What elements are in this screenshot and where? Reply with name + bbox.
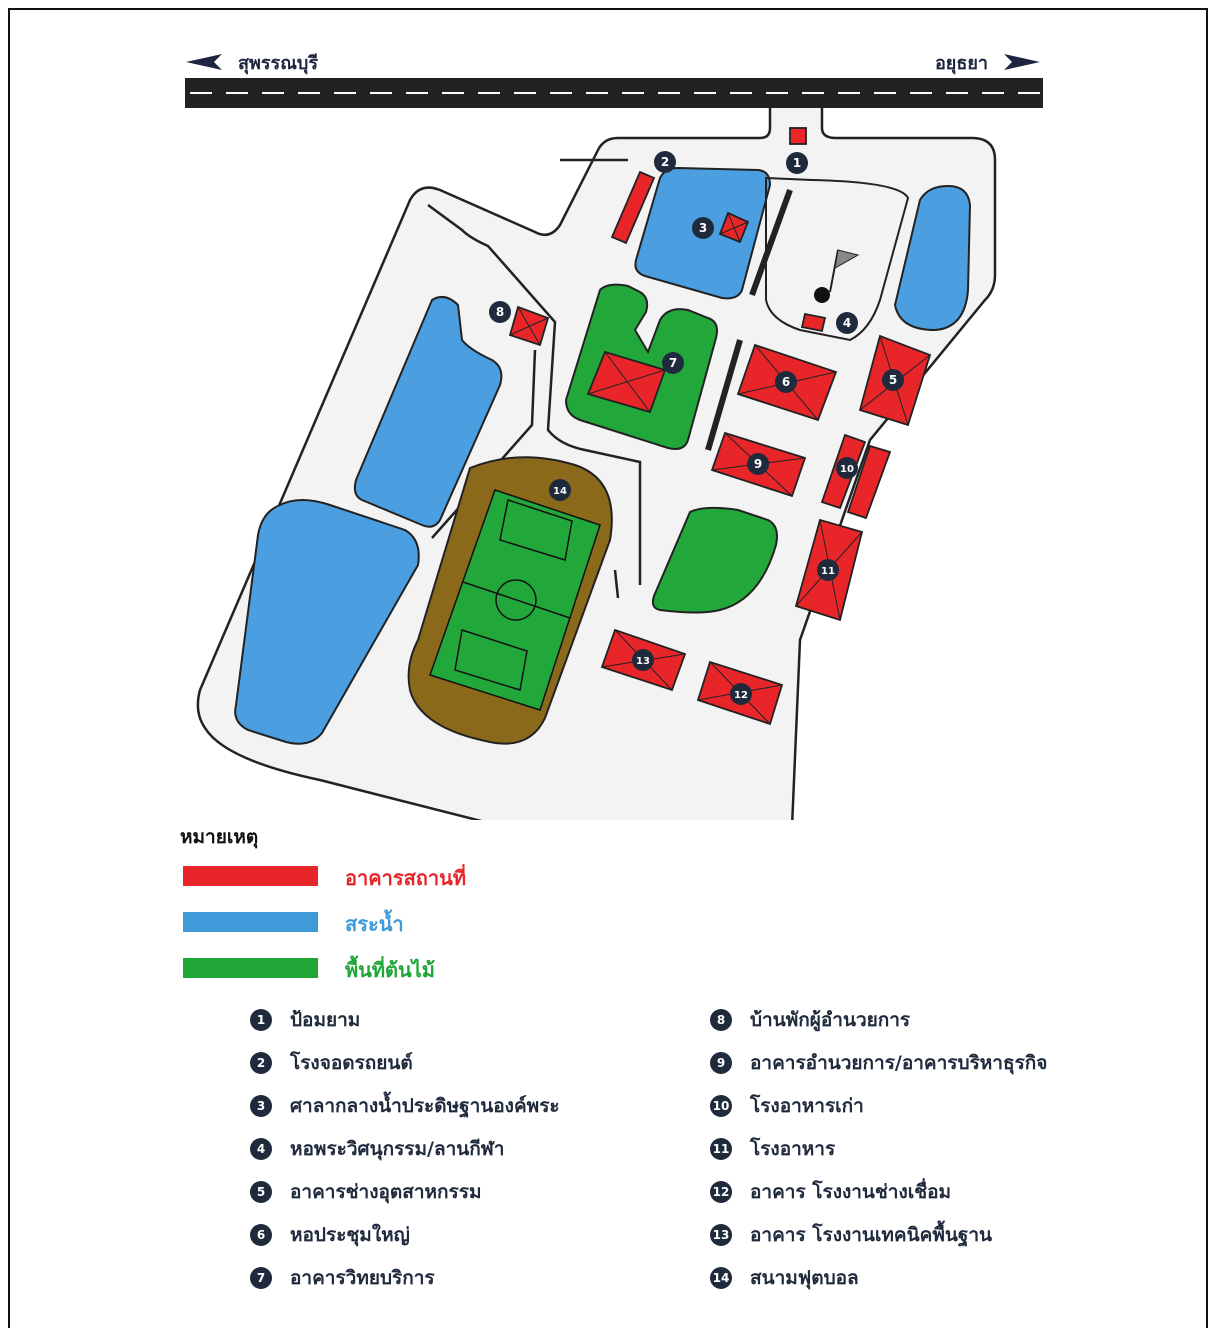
main-road [185,78,1043,108]
key-item-12 [710,1178,951,1206]
key-label: หอพระวิศนุกรรม/ลานกีฬา [290,1138,505,1160]
map-badge-6 [775,371,797,393]
map-badge-4 [836,312,858,334]
key-label: อาคาร โรงงานเทคนิคพื้นฐาน [750,1224,992,1246]
key-item-2 [250,1049,413,1077]
key-label: อาคารอำนวยการ/อาคารบริหาธุรกิจ [750,1052,1048,1074]
legend-label-pond: สระน้ำ [345,912,404,936]
key-badge: 11 [710,1138,732,1160]
map-badge-text: 4 [842,316,852,330]
key-item-6 [250,1221,410,1249]
key-badge: 7 [250,1267,272,1289]
map-badge-text: 8 [495,305,505,319]
key-item-8 [710,1006,910,1034]
key-item-14 [710,1264,859,1292]
key-label: อาคารวิทยบริการ [290,1267,435,1289]
map-badge-text: 10 [840,464,854,475]
key-badge: 6 [250,1224,272,1246]
map-badge-14 [549,479,571,501]
map-badge-8 [489,301,511,323]
map-badge-text: 14 [553,486,567,497]
key-label: หอประชุมใหญ่ [290,1224,410,1246]
map-badge-1 [786,152,808,174]
legend-swatch-trees [183,958,318,978]
key-label: บ้านพักผู้อำนวยการ [750,1009,911,1031]
key-badge: 10 [710,1095,732,1117]
key-badge: 9 [710,1052,732,1074]
key-label: โรงจอดรถยนต์ [290,1052,413,1074]
legend-title: หมายเหตุ [180,826,259,848]
road-label-left: สุพรรณบุรี [238,53,318,74]
map-badge-text: 3 [698,221,708,235]
key-item-5 [250,1178,481,1206]
map-badge-text: 13 [636,656,650,667]
legend-swatch-pond [183,912,318,932]
map-badge-3 [692,217,714,239]
key-badge: 1 [250,1009,272,1031]
key-item-1 [250,1006,360,1034]
map-badge-text: 5 [888,373,898,387]
map-badge-text: 1 [792,156,802,170]
key-badge: 12 [710,1181,732,1203]
key-label: โรงอาหารเก่า [750,1095,864,1117]
map-badge-text: 9 [753,457,763,471]
key-badge: 4 [250,1138,272,1160]
key-badge: 3 [250,1095,272,1117]
map-badge-text: 6 [781,375,791,389]
map-badge-2 [654,151,676,173]
map-badge-5 [882,369,904,391]
key-item-3 [250,1092,560,1120]
key-badge: 5 [250,1181,272,1203]
legend-swatch-building [183,866,318,886]
key-item-9 [710,1049,1047,1077]
key-label: โรงอาหาร [750,1138,836,1160]
legend-label-trees: พื้นที่ต้นไม้ [345,958,435,982]
key-label: สนามฟุตบอล [750,1267,859,1289]
key-label: อาคาร โรงงานช่างเชื่อม [750,1181,952,1203]
key-badge: 14 [710,1267,732,1289]
key-badge: 13 [710,1224,732,1246]
map-badge-7 [662,352,684,374]
road-label-right: อยุธยา [935,53,988,74]
map-badge-text: 2 [660,155,670,169]
key-label: ป้อมยาม [290,1009,361,1031]
key-label: อาคารช่างอุตสาหกรรม [290,1181,482,1203]
key-item-7 [250,1264,435,1292]
map-badge-12 [730,683,752,705]
legend-label-building: อาคารสถานที่ [345,866,466,890]
map-badge-11 [817,559,839,581]
map-badge-text: 11 [821,566,835,577]
key-label: ศาลากลางน้ำประดิษฐานองค์พระ [290,1095,560,1117]
map-badge-10 [836,457,858,479]
key-badge: 2 [250,1052,272,1074]
key-item-13 [710,1221,992,1249]
map-badge-text: 12 [734,690,748,701]
key-item-10 [710,1092,864,1120]
map-badge-13 [632,649,654,671]
key-badge: 8 [710,1009,732,1031]
key-item-11 [710,1135,835,1163]
arrow-left-icon [186,54,222,70]
map-badge-text: 7 [668,356,678,370]
arrow-right-icon [1004,54,1040,70]
key-item-4 [250,1135,504,1163]
map-badge-9 [747,453,769,475]
